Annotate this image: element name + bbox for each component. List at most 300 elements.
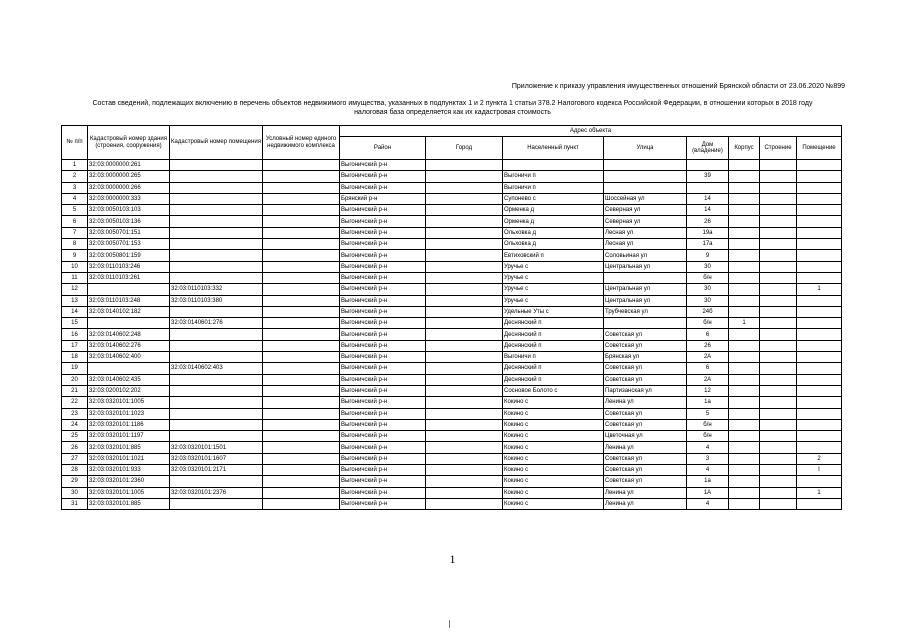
cell-premises: 32:03:0320101:1501: [170, 442, 263, 453]
cell-num: 16: [62, 329, 88, 340]
cell-district: Выгоничский р-н: [340, 476, 426, 487]
cell-building: 32:03:0320101:933: [88, 465, 170, 476]
table-row: [62, 227, 842, 238]
cell-complex: [263, 363, 340, 374]
cell-complex: [263, 329, 340, 340]
cell-pomeschenie: [797, 397, 842, 408]
cell-stroenie: [760, 295, 797, 306]
cell-district: Выгоничский р-н: [340, 340, 426, 351]
table-row: [62, 239, 842, 250]
col-header-korpus: Корпус: [729, 137, 760, 160]
cell-premises: [170, 272, 263, 283]
page-number: 1: [449, 552, 456, 566]
cell-house: 14: [687, 193, 729, 204]
cell-street: [604, 182, 687, 193]
cell-pomeschenie: [797, 476, 842, 487]
cell-building: 32:03:0320101:885: [88, 442, 170, 453]
cell-korpus: [729, 498, 760, 509]
cell-num: 7: [62, 227, 88, 238]
cell-num: 6: [62, 216, 88, 227]
cell-house: 3: [687, 453, 729, 464]
cell-stroenie: [760, 385, 797, 396]
cell-city: [426, 408, 503, 419]
cell-street: Цветочная ул: [604, 431, 687, 442]
cell-complex: [263, 465, 340, 476]
cell-city: [426, 227, 503, 238]
cell-pomeschenie: 2: [797, 453, 842, 464]
cell-premises: [170, 205, 263, 216]
cell-num: 21: [62, 385, 88, 396]
cell-locality: Выгоничи п: [503, 352, 604, 363]
cell-pomeschenie: [797, 431, 842, 442]
cell-city: [426, 442, 503, 453]
cell-locality: Кокино с: [503, 442, 604, 453]
cell-korpus: [729, 363, 760, 374]
cell-num: 17: [62, 340, 88, 351]
cell-stroenie: [760, 340, 797, 351]
cell-street: Центральная ул: [604, 261, 687, 272]
cell-building: 32:03:0320101:1005: [88, 487, 170, 498]
cell-stroenie: [760, 498, 797, 509]
cell-premises: [170, 329, 263, 340]
cell-district: Выгоничский р-н: [340, 239, 426, 250]
cell-premises: [170, 216, 263, 227]
cell-complex: [263, 318, 340, 329]
cell-complex: [263, 250, 340, 261]
cell-house: 19а: [687, 227, 729, 238]
cell-building: 32:03:0050801:159: [88, 250, 170, 261]
cell-locality: Кокино с: [503, 487, 604, 498]
cell-locality: Кокино с: [503, 498, 604, 509]
cell-district: Выгоничский р-н: [340, 363, 426, 374]
cell-building: 32:03:0000000:333: [88, 193, 170, 204]
cell-street: Советская ул: [604, 476, 687, 487]
cell-num: 15: [62, 318, 88, 329]
cell-premises: [170, 374, 263, 385]
table-row: [62, 193, 842, 204]
cell-pomeschenie: 1: [797, 284, 842, 295]
cell-num: 2: [62, 171, 88, 182]
cell-stroenie: [760, 374, 797, 385]
cell-building: 32:03:0320101:2360: [88, 476, 170, 487]
table-row: [62, 374, 842, 385]
cell-district: Выгоничский р-н: [340, 205, 426, 216]
cell-district: Выгоничский р-н: [340, 465, 426, 476]
cell-building: 32:03:0050701:153: [88, 239, 170, 250]
cell-locality: Уручье с: [503, 284, 604, 295]
cell-building: 32:03:0110103:246: [88, 261, 170, 272]
cell-complex: [263, 160, 340, 171]
cell-premises: [170, 160, 263, 171]
cell-korpus: [729, 408, 760, 419]
cell-korpus: [729, 193, 760, 204]
cell-house: [687, 160, 729, 171]
cell-pomeschenie: I: [797, 465, 842, 476]
cell-stroenie: [760, 431, 797, 442]
table-row: [62, 431, 842, 442]
cell-num: 27: [62, 453, 88, 464]
cell-house: 2А: [687, 374, 729, 385]
cell-stroenie: [760, 306, 797, 317]
cell-street: Северная ул: [604, 205, 687, 216]
cell-building: 32:03:0140602:248: [88, 329, 170, 340]
cell-stroenie: [760, 160, 797, 171]
cell-city: [426, 306, 503, 317]
cell-complex: [263, 239, 340, 250]
cell-korpus: [729, 182, 760, 193]
heading-line-1: Состав сведений, подлежащих включению в перечень объектов недвижимого имущества, указанных в подпунктах 1 и 2 пункта 1 статьи 378.2 Налогового кодекса Российской Федерации, в отношении которых в 2018 году: [92, 100, 813, 107]
cell-locality: Сосновое Болото с: [503, 385, 604, 396]
cell-street: Советская ул: [604, 453, 687, 464]
cell-locality: Выгоничи п: [503, 182, 604, 193]
cell-city: [426, 250, 503, 261]
cell-building: 32:03:0320101:885: [88, 498, 170, 509]
cell-pomeschenie: [797, 227, 842, 238]
cell-complex: [263, 306, 340, 317]
cell-pomeschenie: [797, 363, 842, 374]
cell-stroenie: [760, 284, 797, 295]
cell-locality: Уручье с: [503, 261, 604, 272]
table-body: [62, 160, 842, 510]
table-row: [62, 487, 842, 498]
cell-district: Выгоничский р-н: [340, 385, 426, 396]
cell-house: 4: [687, 498, 729, 509]
cell-num: 23: [62, 408, 88, 419]
table-row: [62, 352, 842, 363]
cell-house: б/н: [687, 318, 729, 329]
cell-premises: [170, 306, 263, 317]
cell-building: 32:03:0050701:151: [88, 227, 170, 238]
cell-locality: Кокино с: [503, 476, 604, 487]
cell-premises: 32:03:0140602:403: [170, 363, 263, 374]
cell-complex: [263, 171, 340, 182]
cell-locality: Кокино с: [503, 397, 604, 408]
cell-city: [426, 397, 503, 408]
cell-city: [426, 419, 503, 430]
cell-premises: 32:03:0110103:332: [170, 284, 263, 295]
table-row: [62, 171, 842, 182]
cell-premises: 32:03:0140601:276: [170, 318, 263, 329]
cell-pomeschenie: [797, 216, 842, 227]
cell-korpus: [729, 261, 760, 272]
table-row: [62, 419, 842, 430]
cell-district: Выгоничский р-н: [340, 453, 426, 464]
cell-house: б/н: [687, 419, 729, 430]
cell-house: 5: [687, 408, 729, 419]
cell-street: Партизанская ул: [604, 385, 687, 396]
table-row: [62, 182, 842, 193]
cell-city: [426, 216, 503, 227]
cell-korpus: [729, 431, 760, 442]
cell-num: 1: [62, 160, 88, 171]
cell-building: 32:03:0140602:400: [88, 352, 170, 363]
cell-premises: [170, 250, 263, 261]
table-row: [62, 261, 842, 272]
cell-building: 32:03:0140602:435: [88, 374, 170, 385]
cell-locality: Деснянский п: [503, 374, 604, 385]
cell-city: [426, 487, 503, 498]
col-header-city: Город: [426, 137, 503, 160]
cell-num: 11: [62, 272, 88, 283]
cell-city: [426, 329, 503, 340]
table-row: [62, 385, 842, 396]
cell-city: [426, 374, 503, 385]
cell-street: Советская ул: [604, 465, 687, 476]
cell-city: [426, 182, 503, 193]
cell-complex: [263, 340, 340, 351]
cell-street: Советская ул: [604, 340, 687, 351]
cell-city: [426, 498, 503, 509]
cell-district: Выгоничский р-н: [340, 272, 426, 283]
cell-complex: [263, 453, 340, 464]
cell-building: 32:03:0320101:1023: [88, 408, 170, 419]
cell-premises: [170, 182, 263, 193]
cell-district: Выгоничский р-н: [340, 160, 426, 171]
cell-district: Выгоничский р-н: [340, 408, 426, 419]
cell-house: 30: [687, 295, 729, 306]
cell-building: 32:03:0050103:103: [88, 205, 170, 216]
table-row: [62, 397, 842, 408]
cell-city: [426, 239, 503, 250]
cell-num: 8: [62, 239, 88, 250]
cell-korpus: [729, 453, 760, 464]
table-row: [62, 453, 842, 464]
cell-street: Лесная ул: [604, 227, 687, 238]
table-row: [62, 476, 842, 487]
cell-locality: Кокино с: [503, 453, 604, 464]
cell-pomeschenie: [797, 205, 842, 216]
cell-pomeschenie: [797, 385, 842, 396]
cell-complex: [263, 408, 340, 419]
cell-korpus: [729, 216, 760, 227]
cell-building: 32:03:0000000:266: [88, 182, 170, 193]
cell-city: [426, 363, 503, 374]
cell-complex: [263, 385, 340, 396]
cell-building: 32:03:0320101:1005: [88, 397, 170, 408]
cell-district: Выгоничский р-н: [340, 374, 426, 385]
cell-pomeschenie: [797, 261, 842, 272]
cell-num: 30: [62, 487, 88, 498]
table-row: [62, 272, 842, 283]
cell-locality: Кокино с: [503, 408, 604, 419]
cell-pomeschenie: [797, 295, 842, 306]
cell-city: [426, 284, 503, 295]
cell-district: Выгоничский р-н: [340, 498, 426, 509]
cell-korpus: 1: [729, 318, 760, 329]
cell-district: Выгоничский р-н: [340, 318, 426, 329]
cell-stroenie: [760, 453, 797, 464]
cell-stroenie: [760, 272, 797, 283]
cell-building: [88, 284, 170, 295]
cell-city: [426, 261, 503, 272]
table-row: [62, 295, 842, 306]
cell-street: [604, 318, 687, 329]
cell-house: 6: [687, 329, 729, 340]
cell-street: [604, 160, 687, 171]
table-row: [62, 160, 842, 171]
cell-locality: Кокино с: [503, 419, 604, 430]
cell-street: Центральная ул: [604, 284, 687, 295]
cell-korpus: [729, 352, 760, 363]
cell-complex: [263, 397, 340, 408]
appendix-line: Приложение к приказу управления имущественных отношений Брянской области от 23.06.2020 №899: [511, 83, 845, 90]
cell-num: 20: [62, 374, 88, 385]
cell-pomeschenie: [797, 329, 842, 340]
cell-house: 26: [687, 216, 729, 227]
cell-house: 39: [687, 171, 729, 182]
cell-pomeschenie: [797, 160, 842, 171]
cell-street: Центральная ул: [604, 295, 687, 306]
cell-house: 1А: [687, 487, 729, 498]
cell-korpus: [729, 329, 760, 340]
cell-complex: [263, 295, 340, 306]
cell-street: Лесная ул: [604, 239, 687, 250]
table-row: [62, 306, 842, 317]
cell-premises: [170, 408, 263, 419]
cell-stroenie: [760, 239, 797, 250]
cell-complex: [263, 193, 340, 204]
cell-street: Советская ул: [604, 408, 687, 419]
cell-locality: Деснянский п: [503, 329, 604, 340]
cell-pomeschenie: [797, 340, 842, 351]
cell-street: Ленина ул: [604, 442, 687, 453]
table-row: [62, 318, 842, 329]
cell-num: 19: [62, 363, 88, 374]
cell-num: 24: [62, 419, 88, 430]
cell-district: Выгоничский р-н: [340, 352, 426, 363]
cell-district: Выгоничский р-н: [340, 442, 426, 453]
cell-complex: [263, 352, 340, 363]
cell-premises: 32:03:0320101:1607: [170, 453, 263, 464]
cell-complex: [263, 431, 340, 442]
cell-stroenie: [760, 227, 797, 238]
cell-city: [426, 340, 503, 351]
cell-locality: Ольховка д: [503, 227, 604, 238]
cell-korpus: [729, 205, 760, 216]
cell-korpus: [729, 160, 760, 171]
cell-num: 29: [62, 476, 88, 487]
cell-korpus: [729, 385, 760, 396]
cell-korpus: [729, 284, 760, 295]
cell-complex: [263, 374, 340, 385]
cell-korpus: [729, 487, 760, 498]
col-header-pomeschenie: Помещение: [797, 137, 842, 160]
cell-complex: [263, 419, 340, 430]
cell-locality: Деснянский п: [503, 318, 604, 329]
cell-pomeschenie: [797, 442, 842, 453]
cell-pomeschenie: [797, 171, 842, 182]
col-header-num: № п/п: [62, 126, 88, 160]
cell-building: 32:03:0200102:202: [88, 385, 170, 396]
col-header-street: Улица: [604, 137, 687, 160]
cell-building: [88, 363, 170, 374]
cell-house: 1а: [687, 397, 729, 408]
cell-locality: Супонево с: [503, 193, 604, 204]
cell-city: [426, 205, 503, 216]
table-row: [62, 284, 842, 295]
cell-stroenie: [760, 171, 797, 182]
cell-pomeschenie: 1: [797, 487, 842, 498]
bottom-mark: [449, 620, 450, 628]
cell-street: Ленина ул: [604, 487, 687, 498]
cell-district: Выгоничский р-н: [340, 487, 426, 498]
cell-korpus: [729, 295, 760, 306]
table-row: [62, 408, 842, 419]
cell-district: Выгоничский р-н: [340, 329, 426, 340]
cell-pomeschenie: [797, 272, 842, 283]
cell-korpus: [729, 374, 760, 385]
cell-stroenie: [760, 318, 797, 329]
cell-pomeschenie: [797, 193, 842, 204]
cell-stroenie: [760, 408, 797, 419]
cell-complex: [263, 227, 340, 238]
cell-stroenie: [760, 250, 797, 261]
cell-pomeschenie: [797, 498, 842, 509]
cell-house: 14: [687, 205, 729, 216]
cell-building: 32:03:0320101:1186: [88, 419, 170, 430]
cell-city: [426, 465, 503, 476]
cell-complex: [263, 487, 340, 498]
cell-house: 4: [687, 442, 729, 453]
cell-street: Советская ул: [604, 363, 687, 374]
cell-house: 12: [687, 385, 729, 396]
cell-building: 32:03:0320101:1197: [88, 431, 170, 442]
cell-street: Северная ул: [604, 216, 687, 227]
cell-locality: Выгоничи п: [503, 171, 604, 182]
cell-house: 30: [687, 261, 729, 272]
cell-city: [426, 385, 503, 396]
cell-korpus: [729, 250, 760, 261]
cell-pomeschenie: [797, 250, 842, 261]
cell-district: Выгоничский р-н: [340, 397, 426, 408]
cell-premises: [170, 419, 263, 430]
document-heading: [40, 99, 865, 117]
cell-stroenie: [760, 363, 797, 374]
table-row: [62, 498, 842, 509]
cell-stroenie: [760, 476, 797, 487]
cell-korpus: [729, 272, 760, 283]
cell-stroenie: [760, 193, 797, 204]
cell-premises: 32:03:0110103:380: [170, 295, 263, 306]
cell-building: 32:03:0000000:261: [88, 160, 170, 171]
cell-complex: [263, 476, 340, 487]
cell-house: 1а: [687, 476, 729, 487]
cell-premises: [170, 239, 263, 250]
cell-district: Выгоничский р-н: [340, 216, 426, 227]
cell-complex: [263, 272, 340, 283]
cell-premises: [170, 171, 263, 182]
cell-stroenie: [760, 465, 797, 476]
cell-house: 17а: [687, 239, 729, 250]
cell-pomeschenie: [797, 408, 842, 419]
cell-premises: [170, 498, 263, 509]
cell-city: [426, 476, 503, 487]
cell-korpus: [729, 442, 760, 453]
property-register-table: [61, 125, 842, 510]
col-header-building: Кадастровый номер здания (строения, сооружения): [88, 126, 170, 160]
cell-complex: [263, 205, 340, 216]
cell-locality: Кокино с: [503, 431, 604, 442]
cell-pomeschenie: [797, 352, 842, 363]
cell-street: Советская ул: [604, 329, 687, 340]
cell-complex: [263, 498, 340, 509]
cell-building: [88, 318, 170, 329]
cell-city: [426, 431, 503, 442]
cell-house: 24б: [687, 306, 729, 317]
col-header-address-group: Адрес объекта: [340, 126, 842, 137]
cell-street: Советская ул: [604, 419, 687, 430]
cell-locality: Уручье с: [503, 272, 604, 283]
